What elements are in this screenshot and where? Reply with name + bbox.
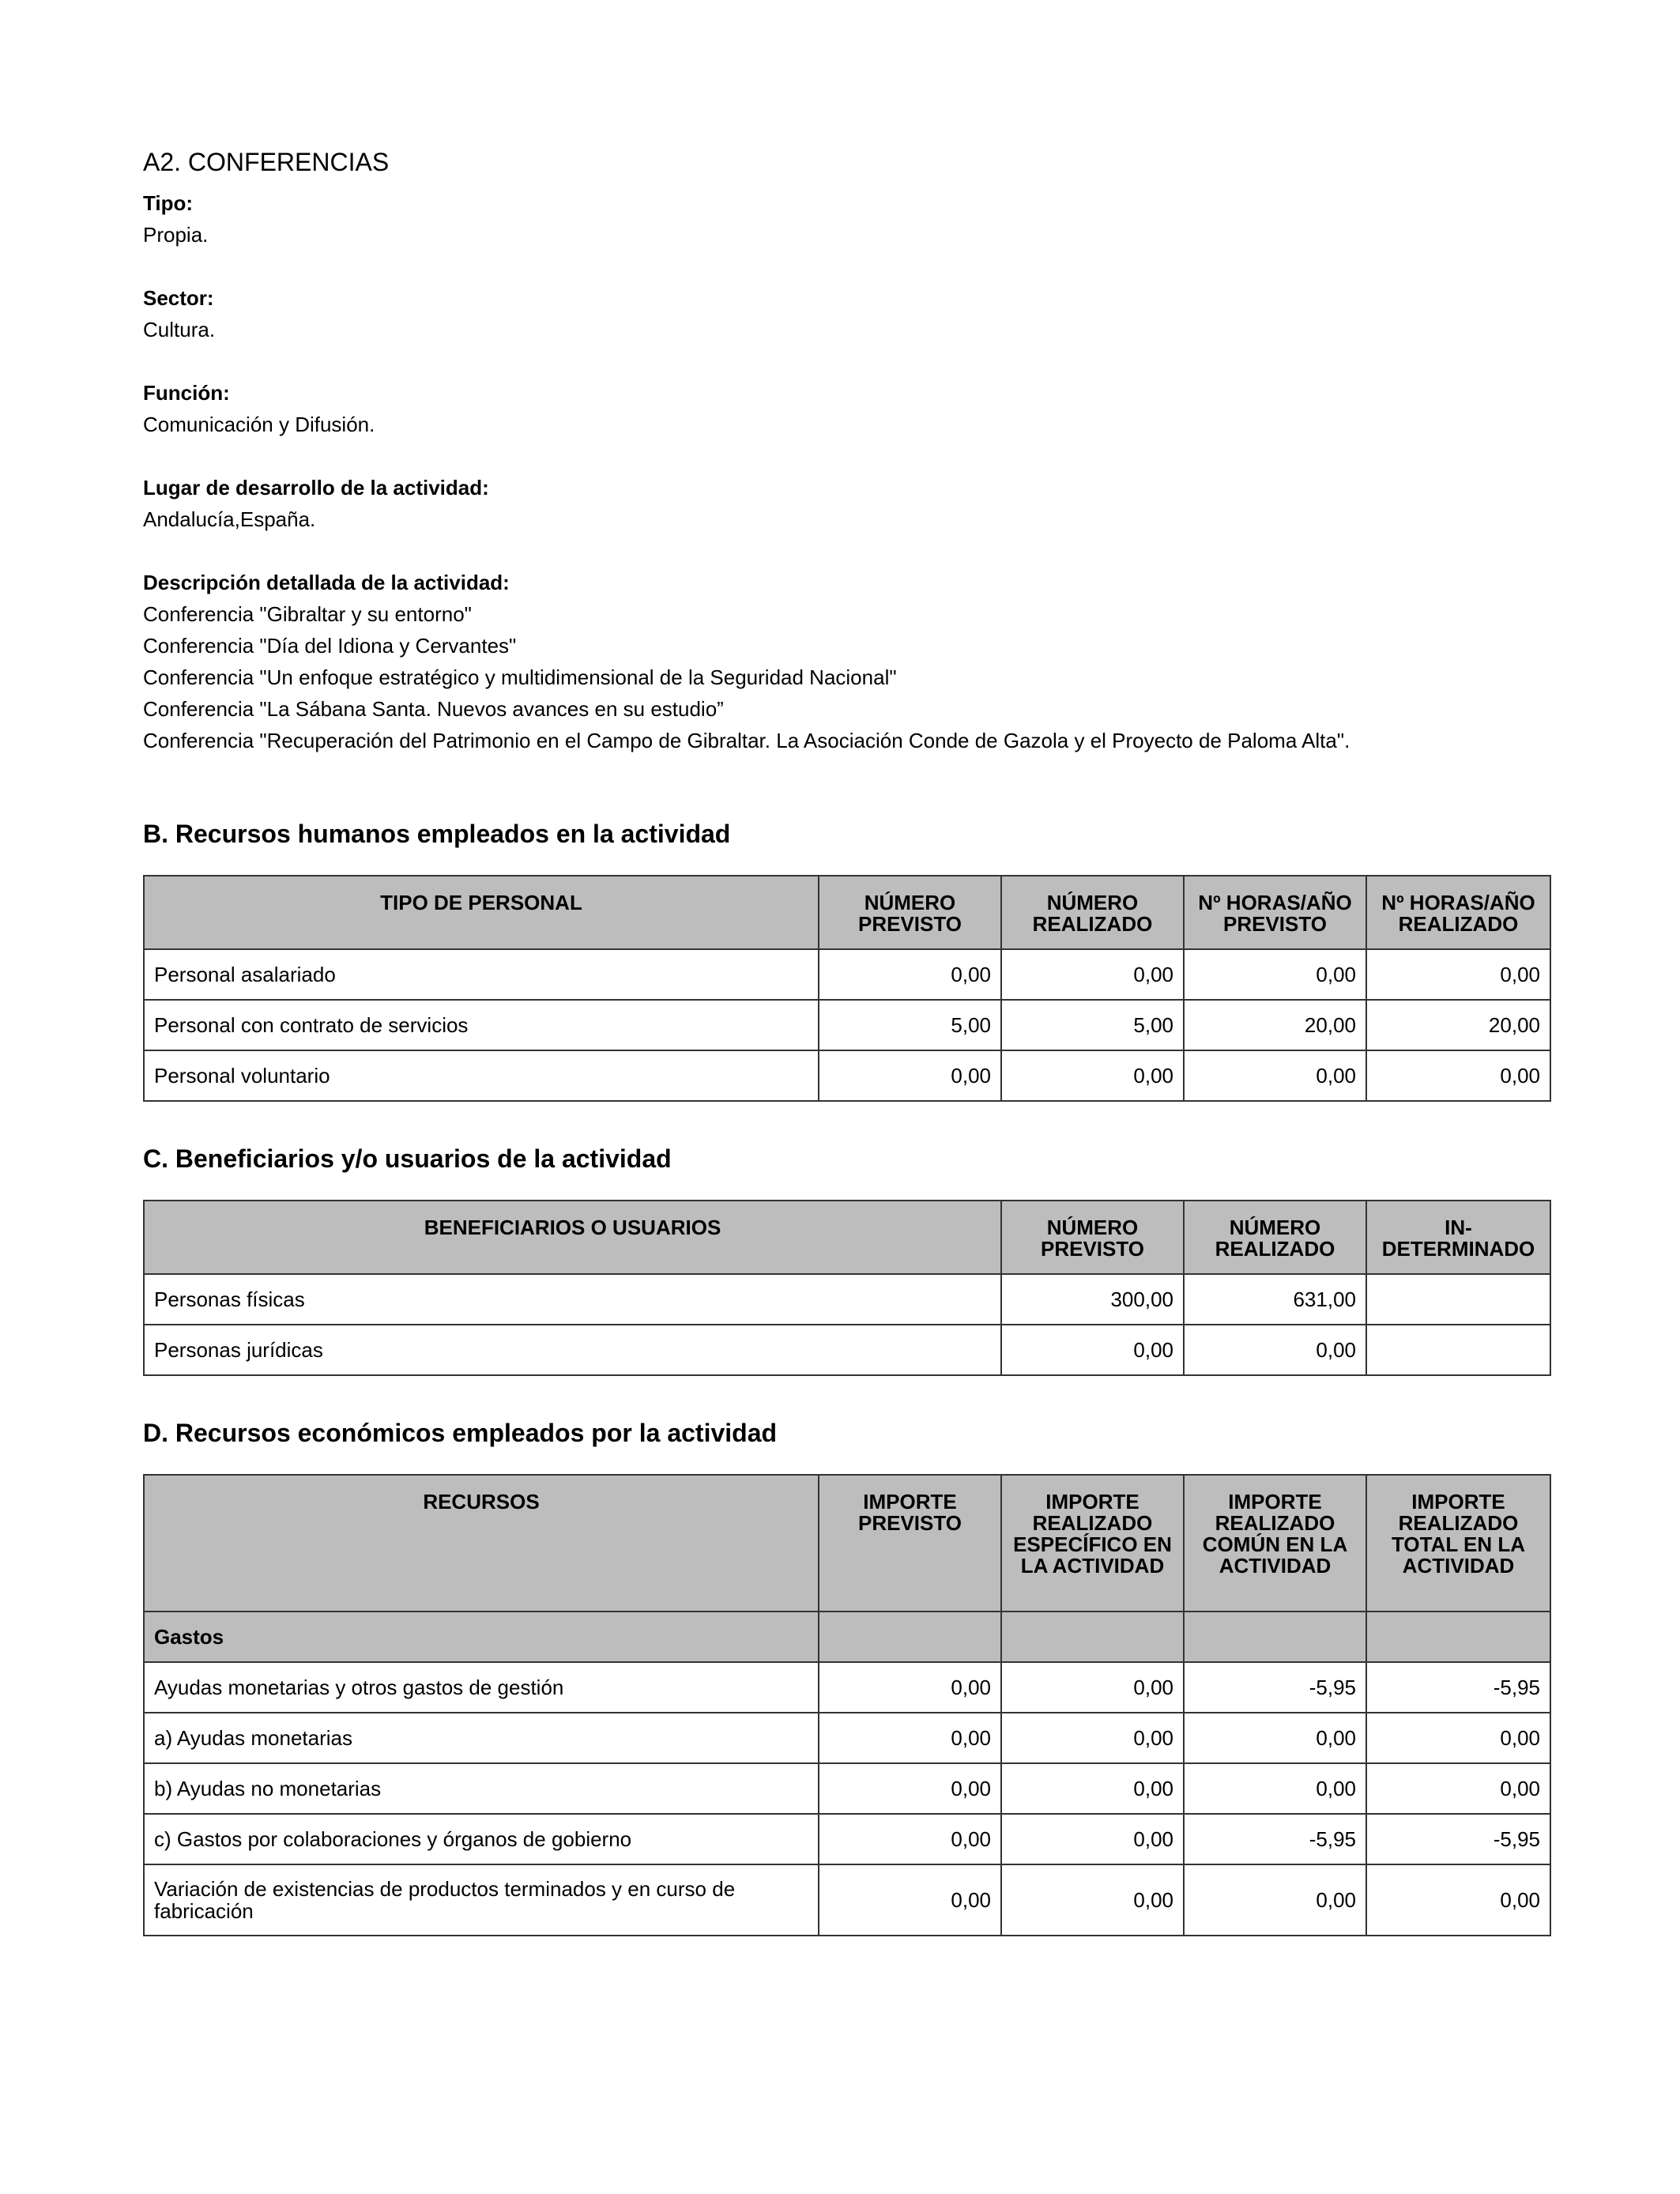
cell-value: 0,00 <box>819 1864 1001 1936</box>
cell-value: 300,00 <box>1001 1274 1184 1325</box>
lugar-value: Andalucía,España. <box>143 507 316 531</box>
cell-recurso: a) Ayudas monetarias <box>144 1713 819 1763</box>
descripcion-line: Conferencia "Recuperación del Patrimonio en el Campo de Gibraltar. La Asociación Conde de Gazola y el Proyecto de Paloma Alta". <box>143 729 1350 752</box>
col-header: IMPORTE REALIZADO COMÚN EN LA ACTIVIDAD <box>1184 1475 1366 1612</box>
beneficiarios-table <box>143 1200 1551 1376</box>
table-header-row <box>144 876 1550 949</box>
cell-value: 0,00 <box>1184 1864 1366 1936</box>
cell-value: 0,00 <box>1001 1325 1184 1375</box>
sector-value: Cultura. <box>143 318 216 341</box>
cell-value: 0,00 <box>819 1050 1001 1101</box>
cell-value: 0,00 <box>819 1814 1001 1864</box>
cell-value: -5,95 <box>1184 1662 1366 1713</box>
cell-tipo: Personal asalariado <box>144 949 819 1000</box>
cell-value: 631,00 <box>1184 1274 1366 1325</box>
cell-value: 0,00 <box>1366 1713 1550 1763</box>
recursos-economicos-table <box>143 1474 1551 1936</box>
col-header: Nº HORAS/AÑO PREVISTO <box>1184 876 1366 949</box>
cell-value: 5,00 <box>819 1000 1001 1050</box>
col-header: TIPO DE PERSONAL <box>144 876 819 949</box>
cell-value: 5,00 <box>1001 1000 1184 1050</box>
col-header: NÚMERO REALIZADO <box>1184 1201 1366 1274</box>
funcion-value: Comunicación y Difusión. <box>143 413 375 436</box>
col-header: IN- DETERMINADO <box>1366 1201 1550 1274</box>
cell-beneficiario: Personas jurídicas <box>144 1325 1001 1375</box>
col-header: IMPORTE REALIZADO ESPECÍFICO EN LA ACTIVIDAD <box>1001 1475 1184 1612</box>
cell-recurso: Variación de existencias de productos terminados y en curso de fabricación <box>144 1864 819 1936</box>
cell-value: 0,00 <box>1184 1713 1366 1763</box>
funcion-label: Función: <box>143 381 230 405</box>
cell-value <box>1366 1325 1550 1375</box>
cell-value <box>1366 1274 1550 1325</box>
cell-value: -5,95 <box>1366 1814 1550 1864</box>
cell-value: 0,00 <box>819 1763 1001 1814</box>
descripcion-list <box>143 598 1548 756</box>
descripcion-line: Conferencia "La Sábana Santa. Nuevos avances en su estudio” <box>143 697 724 721</box>
cell-value: 0,00 <box>1001 1864 1184 1936</box>
recursos-humanos-table <box>143 875 1551 1102</box>
cell-value: 0,00 <box>1001 1814 1184 1864</box>
cell-tipo: Personal con contrato de servicios <box>144 1000 819 1050</box>
cell-value: -5,95 <box>1184 1814 1366 1864</box>
section-d-title: D. Recursos económicos empleados por la actividad <box>143 1419 778 1447</box>
cell-value: 0,00 <box>1001 949 1184 1000</box>
gastos-row <box>144 1612 1550 1662</box>
cell-value: 0,00 <box>1366 1050 1550 1101</box>
descripcion-line: Conferencia "Un enfoque estratégico y multidimensional de la Seguridad Nacional" <box>143 665 897 689</box>
cell-recurso: Ayudas monetarias y otros gastos de gestión <box>144 1662 819 1713</box>
table-row <box>144 1050 1550 1101</box>
section-b-title: B. Recursos humanos empleados en la actividad <box>143 820 731 848</box>
cell-value: 0,00 <box>1001 1763 1184 1814</box>
cell-value: 0,00 <box>819 1662 1001 1713</box>
table-row <box>144 1662 1550 1713</box>
sector-label: Sector: <box>143 286 214 310</box>
table-row <box>144 1325 1550 1375</box>
cell-value: 0,00 <box>1001 1713 1184 1763</box>
table-row <box>144 1713 1550 1763</box>
cell-value: -5,95 <box>1366 1662 1550 1713</box>
col-header: NÚMERO REALIZADO <box>1001 876 1184 949</box>
cell-recurso: b) Ayudas no monetarias <box>144 1763 819 1814</box>
cell-value: 0,00 <box>1184 1325 1366 1375</box>
descripcion-line: Conferencia "Gibraltar y su entorno" <box>143 602 472 626</box>
cell-value: 0,00 <box>819 1713 1001 1763</box>
cell-value: 0,00 <box>1184 949 1366 1000</box>
cell-value: 0,00 <box>819 949 1001 1000</box>
tipo-value: Propia. <box>143 223 209 247</box>
col-header: RECURSOS <box>144 1475 819 1612</box>
cell-value: 0,00 <box>1366 949 1550 1000</box>
tipo-label: Tipo: <box>143 191 194 215</box>
section-c-title: C. Beneficiarios y/o usuarios de la actividad <box>143 1144 672 1173</box>
cell-value: 20,00 <box>1184 1000 1366 1050</box>
col-header: NÚMERO PREVISTO <box>819 876 1001 949</box>
cell-value: 0,00 <box>1366 1864 1550 1936</box>
cell-tipo: Personal voluntario <box>144 1050 819 1101</box>
cell-value: 0,00 <box>1001 1662 1184 1713</box>
cell-value: 0,00 <box>1366 1763 1550 1814</box>
activity-title: A2. CONFERENCIAS <box>143 148 390 176</box>
cell-beneficiario: Personas físicas <box>144 1274 1001 1325</box>
table-row <box>144 1864 1550 1936</box>
cell-value: 0,00 <box>1184 1050 1366 1101</box>
lugar-label: Lugar de desarrollo de la actividad: <box>143 476 489 499</box>
cell-value: 0,00 <box>1001 1050 1184 1101</box>
cell-recurso: c) Gastos por colaboraciones y órganos de gobierno <box>144 1814 819 1864</box>
table-header-row <box>144 1201 1550 1274</box>
gastos-label: Gastos <box>144 1612 819 1662</box>
table-row <box>144 949 1550 1000</box>
cell-value: 0,00 <box>1184 1763 1366 1814</box>
col-header: Nº HORAS/AÑO REALIZADO <box>1366 876 1550 949</box>
col-header: BENEFICIARIOS O USUARIOS <box>144 1201 1001 1274</box>
document-page <box>143 146 1548 1936</box>
table-row <box>144 1763 1550 1814</box>
table-row <box>144 1274 1550 1325</box>
cell-value: 20,00 <box>1366 1000 1550 1050</box>
descripcion-line: Conferencia "Día del Idiona y Cervantes" <box>143 634 517 658</box>
col-header: NÚMERO PREVISTO <box>1001 1201 1184 1274</box>
col-header: IMPORTE PREVISTO <box>819 1475 1001 1612</box>
table-row <box>144 1000 1550 1050</box>
table-row <box>144 1814 1550 1864</box>
col-header: IMPORTE REALIZADO TOTAL EN LA ACTIVIDAD <box>1366 1475 1550 1612</box>
descripcion-label: Descripción detallada de la actividad: <box>143 571 510 594</box>
table-header-row <box>144 1475 1550 1612</box>
